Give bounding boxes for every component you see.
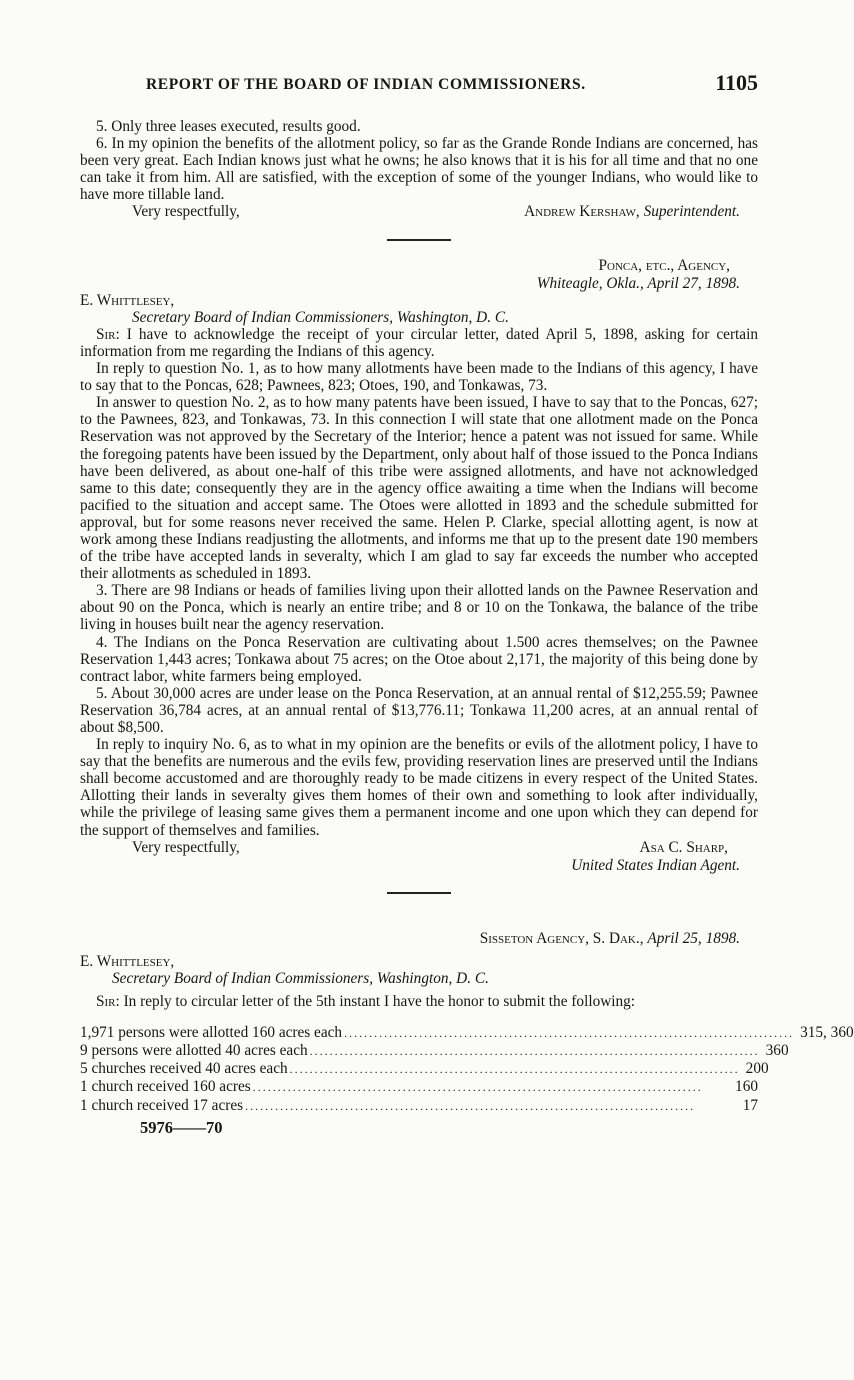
signature-line: [80, 839, 758, 857]
row-value: 315, 360: [800, 1024, 854, 1042]
dot-leader: ..........................................................................................: [245, 1098, 696, 1113]
signer-name: Andrew Kershaw: [524, 203, 636, 221]
row-label: 5 churches received 40 acres each: [80, 1060, 288, 1078]
paragraph: [80, 993, 758, 1010]
paragraph: 3. There are 98 Indians or heads of families living upon their allotted lands on the Pawnee Reservation and about 90 on the Ponca, which is nearly an entire tribe; and 8 or 10 on the Tonkawa, the balance of the tribe living in houses built near the agency reservation.: [80, 582, 758, 634]
dot-leader: ..........................................................................................: [252, 1080, 703, 1095]
page-header: [80, 68, 758, 98]
page-body: [80, 118, 854, 1137]
row-label: 1,971 persons were allotted 160 acres each: [80, 1024, 343, 1042]
salutation: Sir: [96, 325, 116, 343]
closing: Very respectfully,: [132, 838, 240, 856]
paragraph-text: : In reply to circular letter of the 5th instant I have the honor to submit the following:: [115, 993, 636, 1011]
row-value: 200: [745, 1060, 769, 1078]
section-ponca-agency: [80, 257, 758, 873]
print-code: 5976——70: [140, 1117, 223, 1137]
signer-title: Superintendent.: [643, 203, 740, 221]
paragraph: [80, 326, 758, 360]
paragraph: 5. Only three leases executed, results good.: [96, 118, 361, 135]
signature: Andrew Kershaw, Superintendent.: [524, 203, 740, 221]
addressee-name: E. Whittlesey,: [80, 952, 175, 970]
table-row: [80, 1042, 789, 1060]
agency-name: Sisseton Agency, S. Dak.,: [479, 929, 644, 947]
row-label: 1 church received 160 acres: [80, 1078, 251, 1096]
agency-name: Ponca, etc., Agency,: [598, 257, 730, 275]
row-value: 360: [765, 1042, 789, 1060]
table-row: [80, 1097, 758, 1115]
signer-title: United States Indian Agent.: [571, 856, 740, 874]
section-sisseton-agency: [80, 929, 854, 1115]
signature-line: [80, 203, 758, 221]
allotment-table: [80, 1024, 854, 1114]
agency-place-date: Whiteagle, Okla., April 27, 1898.: [536, 274, 740, 292]
table-row: [80, 1078, 758, 1096]
paragraph: 6. In my opinion the benefits of the allotment policy, so far as the Grande Ronde Indians are concerned, has been very great. Each Indian knows just what he owns; he also knows that it is his for all time and that no one can take it from him. All are satisfied, with the exception of some of the younger Indians, who would like to have more tillable land.: [80, 135, 758, 204]
table-row: [80, 1060, 769, 1078]
agency-date: April 25, 1898.: [647, 929, 740, 947]
paragraph-text: : I have to acknowledge the receipt of your circular letter, dated April 5, 1898, asking for certain information from me regarding the Indians of this agency.: [80, 325, 758, 360]
dot-leader: ..........................................................................................: [289, 1062, 740, 1077]
row-label: 1 church received 17 acres: [80, 1096, 244, 1114]
table-row: [80, 1024, 854, 1042]
addressee-name: E. Whittlesey,: [80, 291, 175, 309]
addressee-title: Secretary Board of Indian Commissioners, Washington, D. C.: [132, 308, 509, 326]
dot-leader: ..........................................................................................: [309, 1044, 760, 1059]
paragraph: 5. About 30,000 acres are under lease on the Ponca Reservation, at an annual rental of $12,255.59; Pawnee Reservation 36,784 acres, at an annual rental of $13,776.11; Tonkawa 11,200 acres, at an annual rental of about $8,500.: [80, 684, 758, 736]
paragraph: In answer to question No. 2, as to how many patents have been issued, I have to say that to the Poncas, 627; to the Pawnees, 823, and Tonkawas, 73. In this connection I will state that one allotment made on the Ponca Reservation was not approved by the Secretary of the Interior; hence a patent was not issued for same. While the foregoing patents have been issued by the Department, only about half of those issued to the Ponca Indians have been delivered, as about one-half of this tribe were assigned allotments, and have not acknowledged same to this date; consequently they are in the agency office awaiting a time when the Indians will become pacified to the situation and accept same. The Otoes were allotted in 1893 and the schedule submitted for approval, but for some reasons never received the same. Helen P. Clarke, special allotting agent, is now at work among these Indians readjusting the allotments, and informs me that up to the present date 190 members of the tribe have accepted lands in severalty, which I am glad to say far exceeds the number who accepted their allotments as scheduled in 1893.: [80, 394, 758, 583]
paragraph: 4. The Indians on the Ponca Reservation are cultivating about 1.500 acres themselves; on the Pawnee Reservation 1,443 acres; Tonkawa about 75 acres; on the Otoe about 2,171, the majority of this being done by contract labor, white farmers being employed.: [80, 633, 758, 685]
paragraph: In reply to question No. 1, as to how many allotments have been made to the Indians of this agency, I have to say that to the Poncas, 628; Pawnees, 823; Otoes, 190, and Tonkawas, 73.: [80, 360, 758, 395]
dot-leader: ..........................................................................................: [344, 1026, 795, 1041]
section-divider: [387, 239, 451, 241]
row-value: 17: [742, 1096, 758, 1114]
paragraph: In reply to inquiry No. 6, as to what in my opinion are the benefits or evils of the allotment policy, I have to say that the benefits are numerous and the evils few, providing reservation lines are preserved until the Indians shall become accustomed and are thoroughly ready to be made citizens in every respect of the United States. Allotting their lands in severalty gives them homes of their own and something to look after individually, while the privilege of leasing same gives them a permanent income and one upon which they can depend for the support of themselves and families.: [80, 736, 758, 839]
section-divider: [387, 892, 451, 894]
salutation: Sir: [96, 993, 116, 1011]
row-label: 9 persons were allotted 40 acres each: [80, 1042, 308, 1060]
agency-heading: [80, 930, 758, 947]
section-grande-ronde: [80, 118, 758, 221]
page-number: 1105: [715, 70, 758, 95]
closing: Very respectfully,: [132, 203, 240, 221]
signer-name: Asa C. Sharp,: [639, 838, 728, 856]
document-page: [80, 68, 854, 1137]
row-value: 160: [735, 1078, 758, 1096]
addressee-title: Secretary Board of Indian Commissioners, Washington, D. C.: [112, 969, 489, 987]
running-title: REPORT OF THE BOARD OF INDIAN COMMISSIONERS.: [146, 76, 586, 93]
